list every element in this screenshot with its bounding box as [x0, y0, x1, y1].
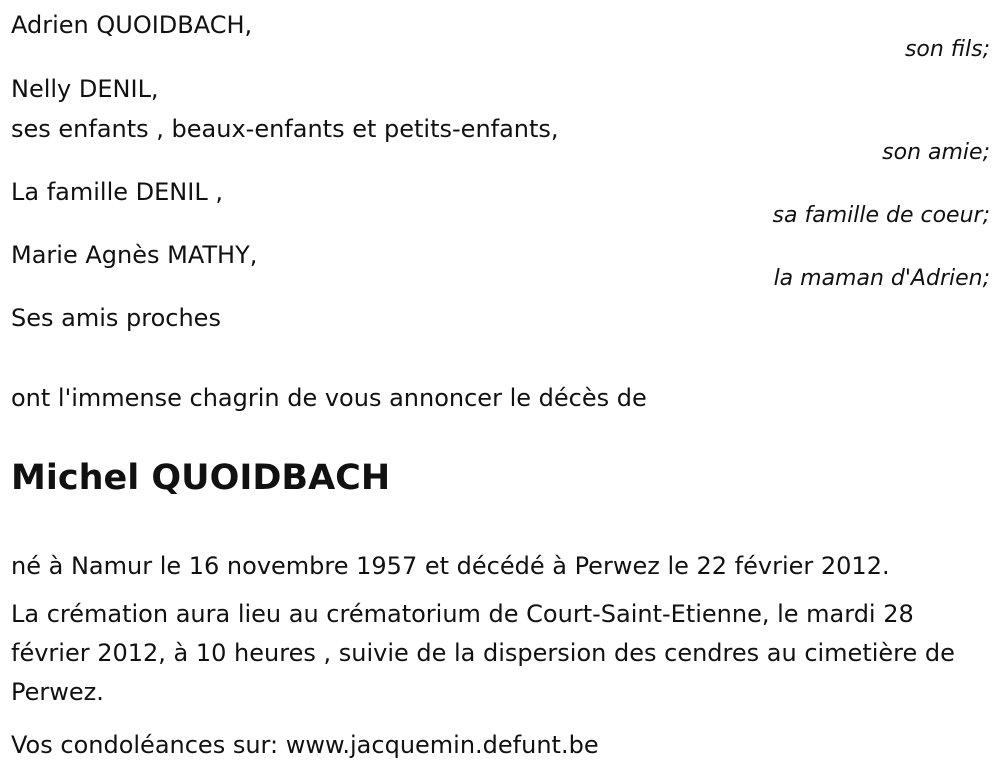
- family-name-3: La famille DENIL ,: [11, 178, 223, 206]
- condolences-text: Vos condoléances sur: www.jacquemin.defunt.be: [11, 731, 599, 759]
- family-name-1: Adrien QUOIDBACH,: [11, 11, 253, 39]
- deceased-name: Michel QUOIDBACH: [11, 458, 391, 498]
- family-name-5: Ses amis proches: [11, 304, 221, 332]
- family-relation-3: sa famille de coeur;: [772, 203, 990, 228]
- family-relation-4: la maman d'Adrien;: [773, 266, 990, 291]
- family-name-4: Marie Agnès MATHY,: [11, 241, 258, 269]
- family-relation-1: son fils;: [904, 37, 990, 62]
- family-name-2: Nelly DENIL,: [11, 75, 159, 103]
- family-relation-2: son amie;: [882, 140, 990, 165]
- family-extra-2: ses enfants , beaux-enfants et petits-enfants,: [11, 115, 559, 143]
- cremation-text: La crémation aura lieu au crématorium de Court-Saint-Etienne, le mardi 28 février 2012, à 10 heures , suivie de la dispersion des cendres au cimetière de Perwez.: [11, 600, 955, 706]
- birth-death-text: né à Namur le 16 novembre 1957 et décédé à Perwez le 22 février 2012.: [11, 552, 890, 580]
- announcement-text: ont l'immense chagrin de vous annoncer le décès de: [11, 384, 647, 412]
